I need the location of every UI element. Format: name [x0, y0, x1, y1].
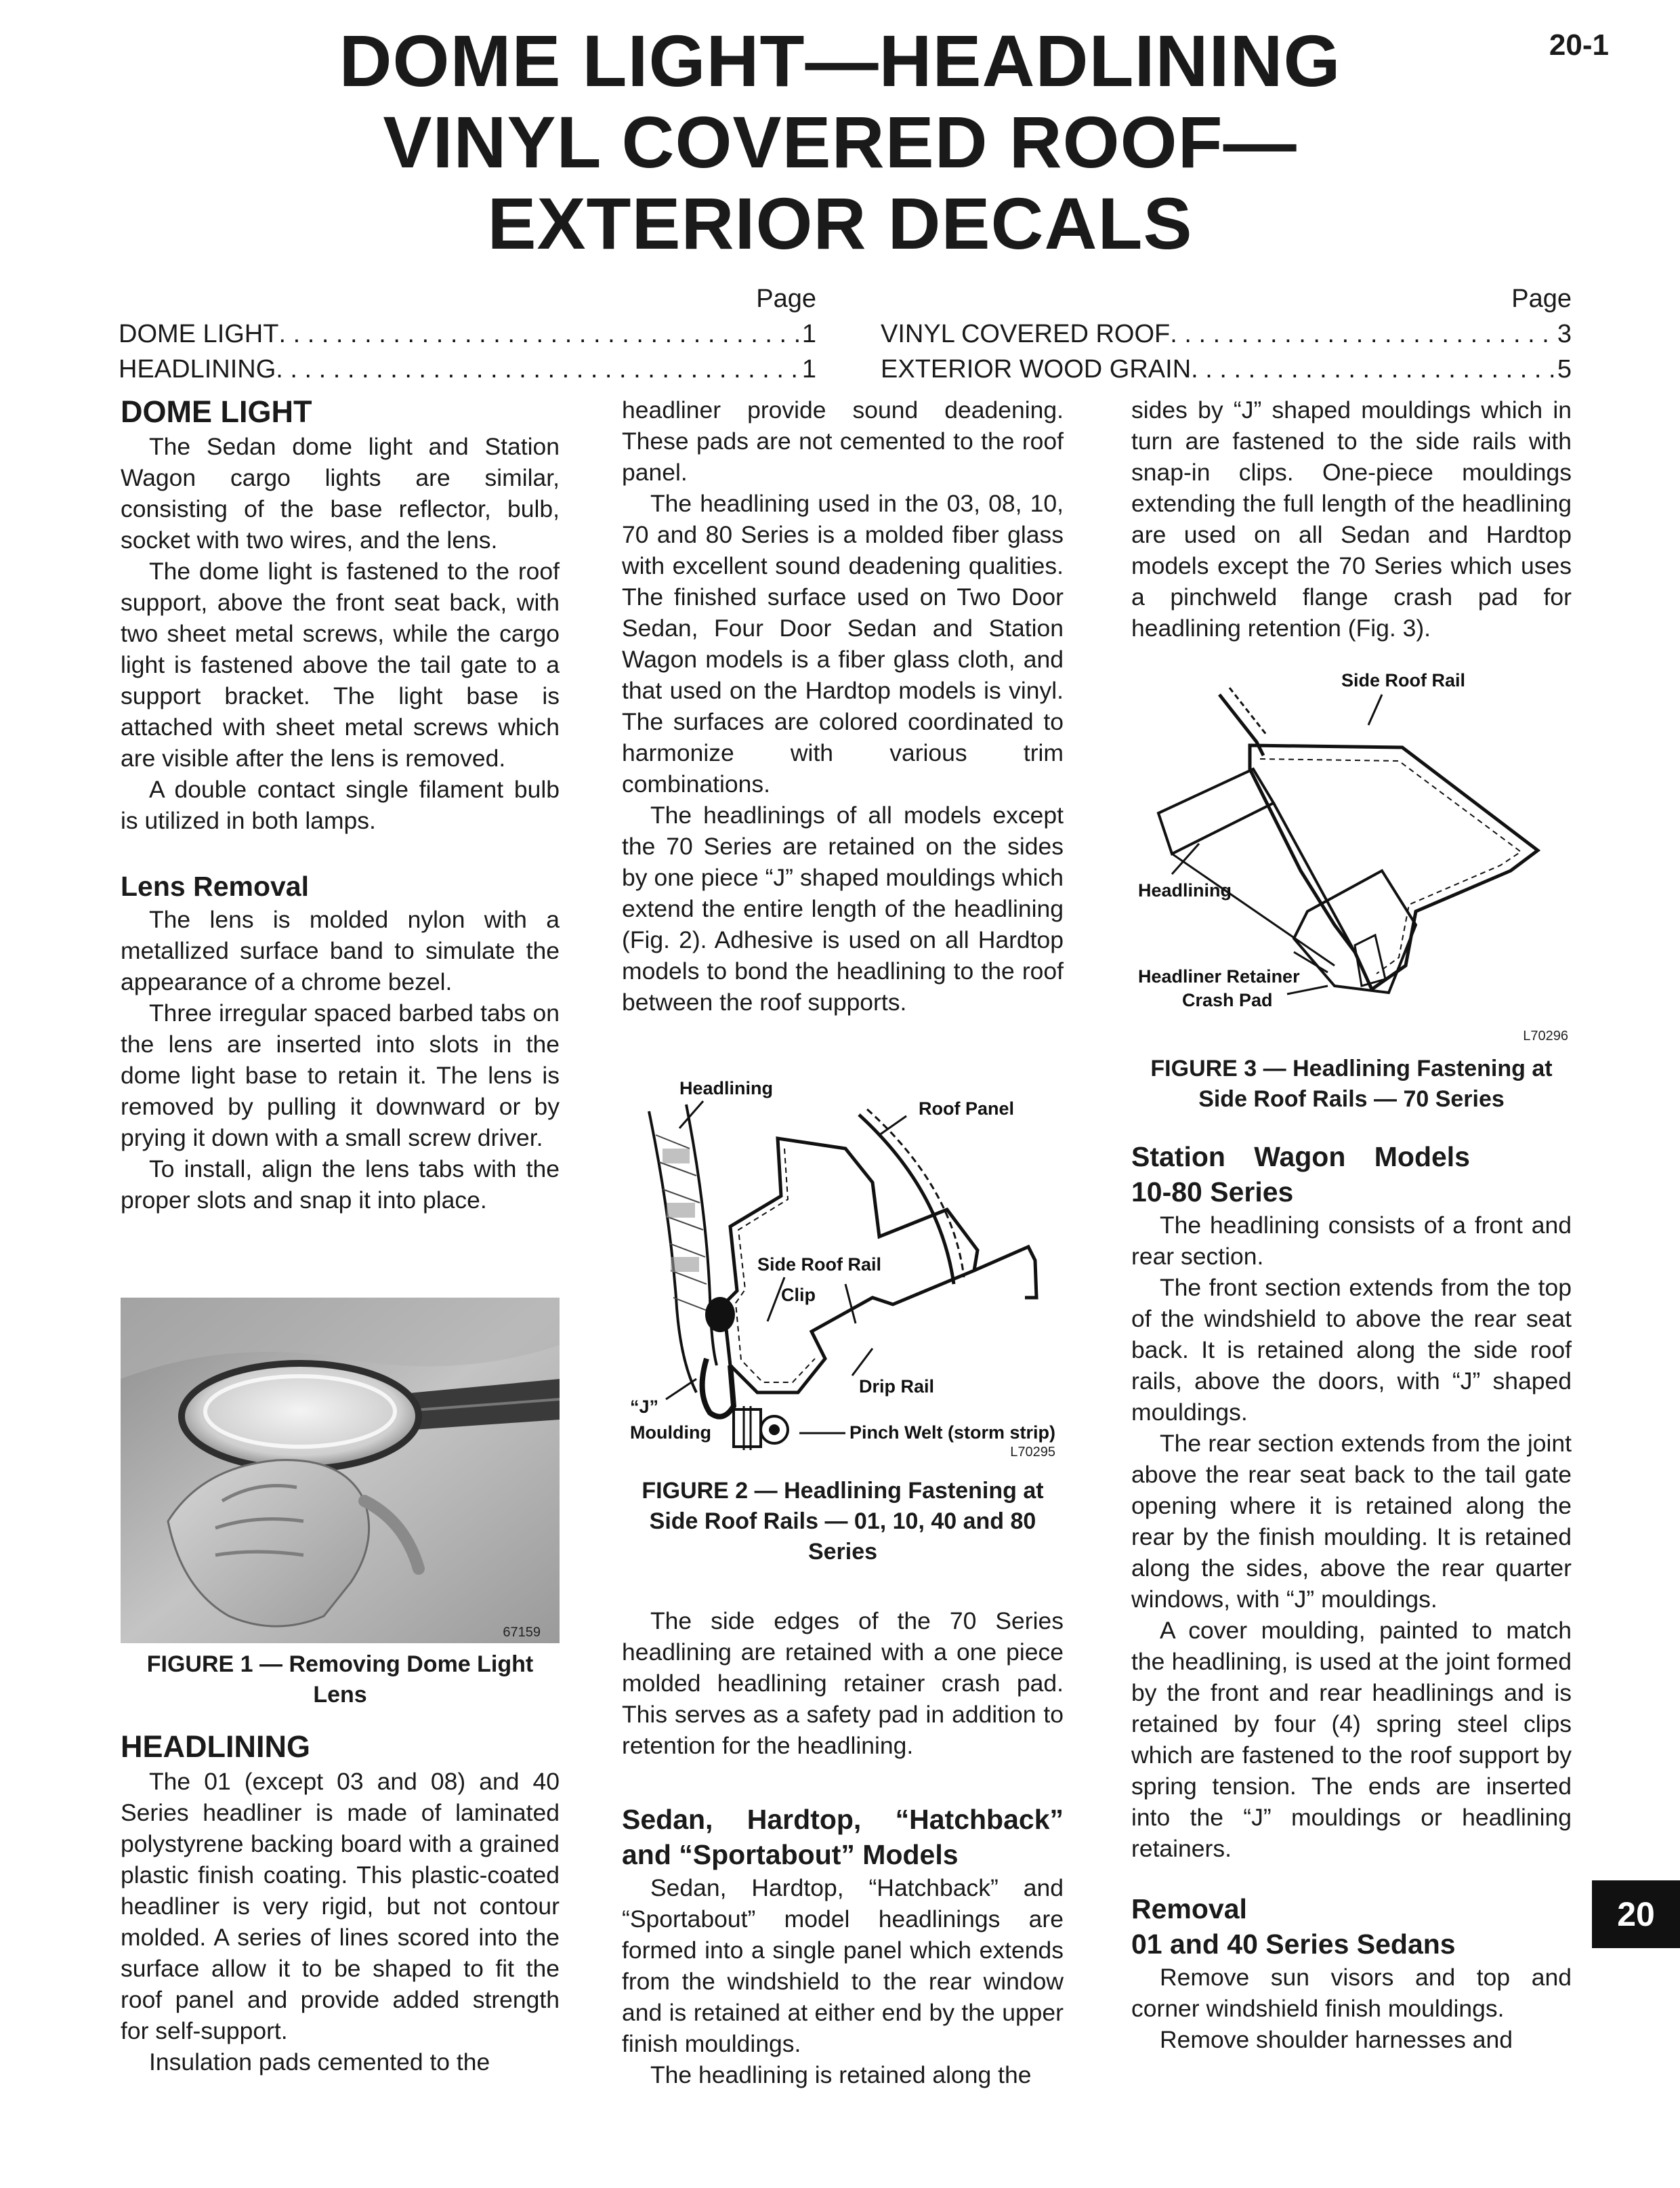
figure-1-photo	[121, 1298, 560, 1643]
subsection-heading: 01 and 40 Series Sedans	[1131, 1928, 1456, 1960]
figure-3-id: L70296	[1523, 1029, 1568, 1044]
paragraph: The headlinings of all models except the 70 Series are retained on the sides by one piece “J” shaped mouldings which extend the entire length of the headlining (Fig. 2). Adhesive is used on all Hardtop models to bond the headlining to the roof between the roof supports.	[622, 802, 1064, 1016]
column-1	[121, 393, 560, 1216]
paragraph: Remove shoulder harnesses and	[1160, 2026, 1513, 2053]
paragraph: sides by “J” shaped mouldings which in turn are fastened to the side rails with snap-in clips. One-piece mouldings extending the full length of the headlining are used on all Sedan and Hardtop models except the 70 Series which uses a pinchweld flange crash pad for headlining retention (Fig. 3).	[1131, 396, 1572, 642]
paragraph: The dome light is fastened to the roof support, above the front seat back, with two sheet metal screws, while the cargo light is fastened above the tail gate to a support bracket. The light base is attached with sheet metal screws which are visible after the lens is removed.	[121, 558, 560, 772]
paragraph: A double contact single filament bulb is utilized in both lamps.	[121, 776, 560, 834]
section-tab: 20	[1592, 1880, 1680, 1948]
label-crash-pad: Crash Pad	[1182, 990, 1273, 1010]
toc-entry[interactable]: VINYL COVERED ROOF . . . 3	[881, 316, 1572, 352]
paragraph: Insulation pads cemented to the	[149, 2048, 490, 2076]
page-number: 20-1	[1549, 28, 1609, 62]
figure-3-diagram	[1131, 667, 1572, 1047]
paragraph: To install, align the lens tabs with the proper slots and snap it into place.	[121, 1155, 560, 1214]
column-1-lower	[121, 1649, 560, 2078]
label-j: “J”	[630, 1397, 659, 1417]
title-line-2: VINYL COVERED ROOF—	[383, 101, 1297, 183]
paragraph: The headlining is retained along the	[650, 2061, 1032, 2088]
column-2	[622, 394, 1064, 1018]
figure-3-caption: FIGURE 3 — Headlining Fastening at Side Roof Rails — 70 Series	[1150, 1056, 1553, 1112]
paragraph: The side edges of the 70 Series headlining are retained with a one piece molded headlining retainer crash pad. This serves as a safety pad in addition to retention for the headlining.	[622, 1607, 1064, 1759]
column-2-lower	[622, 1476, 1064, 2090]
figure-2-caption: FIGURE 2 — Headlining Fastening at Side Roof Rails — 01, 10, 40 and 80 Series	[642, 1478, 1044, 1565]
title-line-1: DOME LIGHT—HEADLINING	[339, 20, 1341, 102]
label-clip: Clip	[781, 1285, 816, 1305]
section-heading: DOME LIGHT	[121, 394, 312, 429]
toc-entry[interactable]: HEADLINING . . . 1	[119, 352, 816, 387]
toc-page-header: Page	[756, 285, 816, 313]
label-pinch-welt: Pinch Welt (storm strip)	[849, 1422, 1056, 1443]
paragraph: The headlining used in the 03, 08, 10, 70 and 80 Series is a molded fiber glass with excellent sound deadening qualities. The finished surface used on Two Door Sedan, Four Door Sedan and Station Wagon models is a fiber glass cloth, and that used on the Hardtop models is vinyl. The surfaces are colored coordinated to harmonize with various trim combinations.	[622, 490, 1064, 798]
paragraph: A cover moulding, painted to match the headlining, is used at the joint formed by the front and rear headlinings and is retained by four (4) spring steel clips which are fastened to the roof support by spring tension. The ends are inserted into the “J” mouldings or headlining retainers.	[1131, 1617, 1572, 1862]
toc-left	[119, 281, 816, 387]
paragraph: The Sedan dome light and Station Wagon cargo lights are similar, consisting of the base reflector, bulb, socket with two wires, and the lens.	[121, 433, 560, 554]
toc-page-header: Page	[1511, 285, 1572, 313]
figure-1-id: 67159	[503, 1625, 541, 1640]
label-headlining: Headlining	[1138, 880, 1232, 901]
paragraph: The 01 (except 03 and 08) and 40 Series headliner is made of laminated polystyrene backing board with a grained plastic finish coating. This plastic-coated headliner is very rigid, but not contour molded. A series of lines scored into the surface allow it to be shaped to fit the roof panel and provide added strength for self-support.	[121, 1768, 560, 2044]
figure-1-caption: FIGURE 1 — Removing Dome Light Lens	[146, 1651, 534, 1708]
figure-2-diagram	[622, 1074, 1064, 1457]
label-moulding: Moulding	[630, 1422, 711, 1443]
paragraph: The rear section extends from the joint above the rear seat back to the tail gate opening where it is retained along the rear by the finish moulding. It is retained along the sides, above the rear quarter windows, with “J” mouldings.	[1131, 1430, 1572, 1613]
column-3-lower	[1131, 1054, 1572, 2055]
subsection-heading: Removal	[1131, 1893, 1247, 1924]
label-side-roof-rail: Side Roof Rail	[757, 1254, 882, 1275]
page-title	[0, 20, 1680, 264]
subsection-heading: Station Wagon Models 10-80 Series	[1131, 1141, 1470, 1207]
paragraph: Sedan, Hardtop, “Hatchback” and “Sportabout” model headlinings are formed into a single panel which extends from the windshield to the rear window and is retained at either end by the upper finish mouldings.	[622, 1874, 1064, 2057]
section-heading: HEADLINING	[121, 1729, 310, 1764]
toc-right	[881, 281, 1572, 387]
paragraph: The headlining consists of a front and rear section.	[1131, 1212, 1572, 1270]
column-3	[1131, 394, 1572, 644]
toc-entry[interactable]: DOME LIGHT . . . 1	[119, 316, 816, 352]
label-roof-panel: Roof Panel	[919, 1098, 1015, 1119]
paragraph: The lens is molded nylon with a metallized surface band to simulate the appearance of a chrome bezel.	[121, 906, 560, 995]
label-side-roof-rail: Side Roof Rail	[1341, 670, 1466, 690]
label-drip-rail: Drip Rail	[859, 1376, 935, 1397]
paragraph: Three irregular spaced barbed tabs on the lens are inserted into slots in the dome light base to retain it. The lens is removed by pulling it downward or by prying it down with a small screw driver.	[121, 999, 560, 1151]
subsection-heading: Sedan, Hardtop, “Hatchback” and “Sportabout” Models	[622, 1804, 1064, 1870]
subsection-heading: Lens Removal	[121, 871, 309, 902]
toc-entry[interactable]: EXTERIOR WOOD GRAIN . . . 5	[881, 352, 1572, 387]
label-headliner-retainer: Headliner Retainer	[1138, 966, 1300, 987]
paragraph: headliner provide sound deadening. These pads are not cemented to the roof panel.	[622, 396, 1064, 486]
paragraph: Remove sun visors and top and corner windshield finish mouldings.	[1131, 1964, 1572, 2022]
label-headlining: Headlining	[679, 1078, 774, 1098]
title-line-3: EXTERIOR DECALS	[487, 182, 1193, 264]
figure-2-id: L70295	[1010, 1445, 1055, 1457]
paragraph: The front section extends from the top of the windshield to above the rear seat back. It is retained along the side roof rails, above the doors, with “J” shaped mouldings.	[1131, 1274, 1572, 1426]
